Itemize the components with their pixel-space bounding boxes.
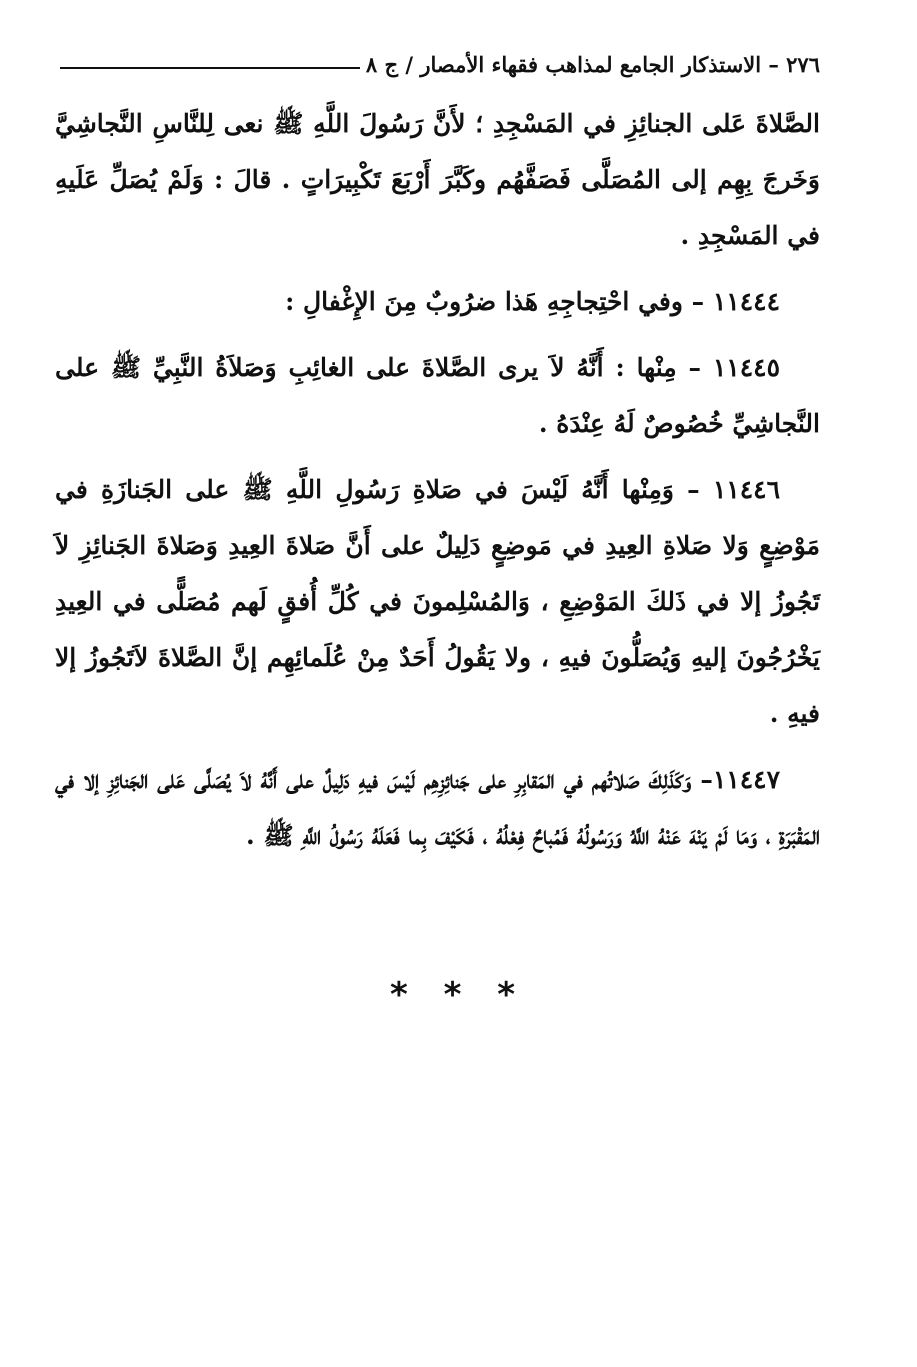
paragraph-continuation: الصَّلاةَ عَلى الجنائِزِ في المَسْجِدِ ؛ لأَنَّ رَسُولَ اللَّهِ ﷺ نعى لِلنَّاسِ النَّجاشِيَّ وَخَرجَ بِهِم إلى المُصَلَّى فَصَفَّهُم وكَبَّرَ أَرْبَعَ تَكْبِيرَاتٍ . قالَ : وَلَمْ يُصَلِّ عَلَيهِ في المَسْجِدِ . xyxy=(55,109,820,250)
running-head-title: ٢٧٦ – الاستذكار الجامع لمذاهب فقهاء الأمصار / ج ٨ xyxy=(365,52,820,77)
body-text xyxy=(55,96,820,874)
header-rule xyxy=(60,67,360,69)
paragraph-11445: ١١٤٤٥ – مِنْها : أَنَّهُ لاَ يرى الصَّلاةَ على الغائِبِ وَصَلاَةُ النَّبِيِّ ﷺ على النَّجاشِيِّ خُصُوصٌ لَهُ عِنْدَهُ . xyxy=(55,353,820,438)
paragraph-11447: ١١٤٤٧– وَكَذَلِكَ صَلاتُهم في المَقابِرِ على جَنائِزِهِم لَيْسَ فيهِ دَلِيلٌ على أَنَّهُ لاَ يُصَلَّى عَلى الجَنائِزِ إلا في المَقْبَرَةِ ، وَمَا لَمْ يَنْهَ عَنْهُ اللَّهُ وَرَسُولُهُ فَمُباحٌ فِعْلُهُ ، فَكَيْفَ بِما فَعَلَهُ رَسُولُ اللَّهِ ﷺ . xyxy=(55,765,820,850)
paragraph-11444: ١١٤٤٤ – وفي احْتِجاجِهِ هَذا ضرُوبٌ مِنَ الإِغْفالِ : xyxy=(285,287,780,316)
paragraph-11446: ١١٤٤٦ – وَمِنْها أَنَّهُ لَيْسَ في صَلاةِ رَسُولِ اللَّهِ ﷺ على الجَنازَةِ في مَوْضِعٍ وَلا صَلاةِ العِيدِ في مَوضِعٍ دَلِيلٌ على أَنَّ صَلاةَ العِيدِ وَصَلاةَ الجَنائِزِ لاَ تَجُوزُ إلا في ذَلكَ المَوْضِعِ ، وَالمُسْلِمونَ في كُلِّ أُفقٍ لَهم مُصَلًّى في العِيدِ يَخْرُجُونَ إليهِ وَيُصَلُّونَ فيهِ ، ولا يَقُولُ أَحَدٌ مِنْ عُلَمائِهِم إنَّ الصَّلاةَ لاَتَجُوزُ إلا فيهِ . xyxy=(55,475,820,728)
page-header xyxy=(60,50,820,84)
section-separator: * * * xyxy=(389,975,527,1015)
